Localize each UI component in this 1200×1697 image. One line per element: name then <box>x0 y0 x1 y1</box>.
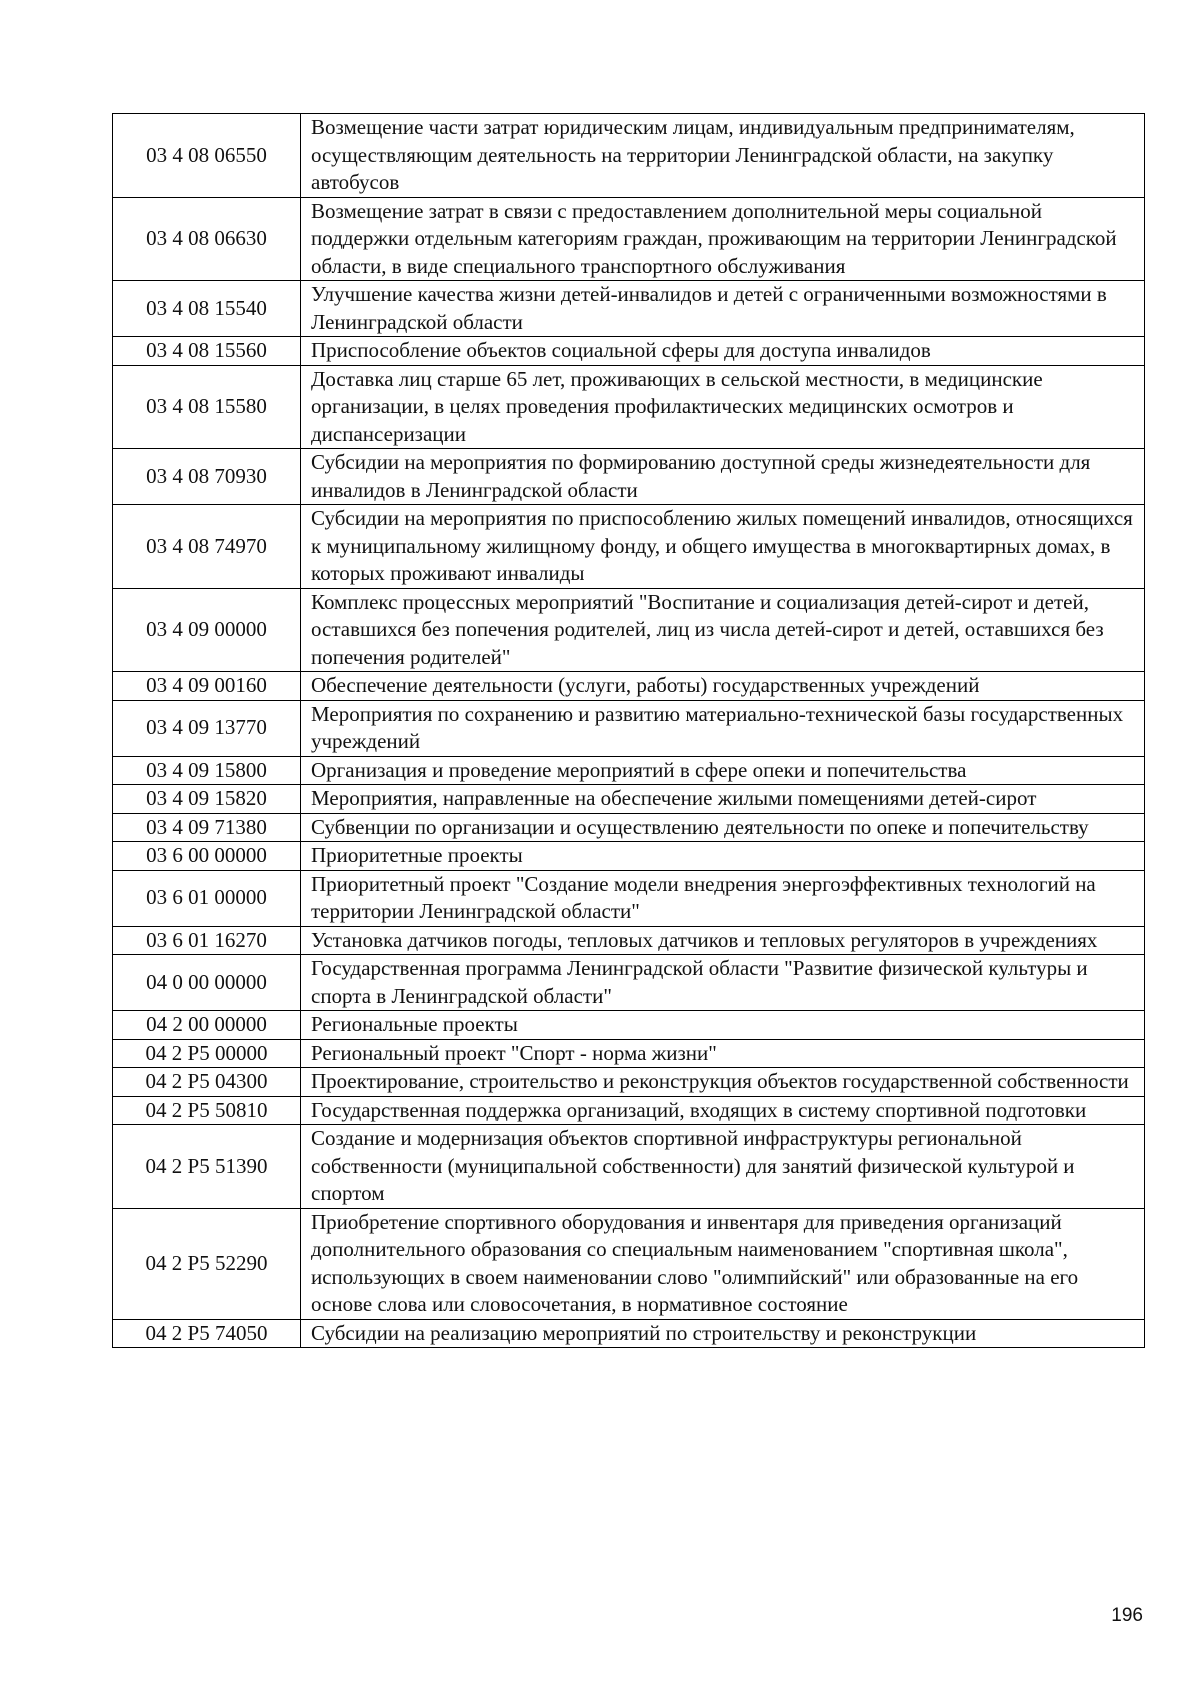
row-code: 04 2 P5 50810 <box>113 1096 301 1125</box>
row-description: Проектирование, строительство и реконструкция объектов государственной собственности <box>301 1068 1145 1097</box>
row-code: 04 2 P5 51390 <box>113 1125 301 1209</box>
table-row <box>113 926 1145 955</box>
row-description: Мероприятия, направленные на обеспечение жилыми помещениями детей-сирот <box>301 785 1145 814</box>
table-row <box>113 1208 1145 1319</box>
table-row <box>113 1125 1145 1209</box>
table-row <box>113 842 1145 871</box>
row-code: 04 2 P5 00000 <box>113 1039 301 1068</box>
table-row <box>113 1096 1145 1125</box>
row-description: Обеспечение деятельности (услуги, работы) государственных учреждений <box>301 672 1145 701</box>
row-description: Приоритетный проект "Создание модели внедрения энергоэффективных технологий на территории Ленинградской области" <box>301 870 1145 926</box>
row-code: 03 4 09 71380 <box>113 813 301 842</box>
row-code: 03 6 00 00000 <box>113 842 301 871</box>
table-row <box>113 1068 1145 1097</box>
row-description: Возмещение затрат в связи с предоставлением дополнительной меры социальной поддержки отдельным категориям граждан, проживающим на территории Ленинградской области, в виде специального транспортного обслуживания <box>301 197 1145 281</box>
row-code: 03 4 08 15540 <box>113 281 301 337</box>
row-code: 03 4 08 15560 <box>113 337 301 366</box>
row-description: Субвенции по организации и осуществлению деятельности по опеке и попечительству <box>301 813 1145 842</box>
table-row <box>113 955 1145 1011</box>
row-code: 03 4 09 00000 <box>113 588 301 672</box>
table-row <box>113 1011 1145 1040</box>
table-row <box>113 756 1145 785</box>
row-description: Установка датчиков погоды, тепловых датчиков и тепловых регуляторов в учреждениях <box>301 926 1145 955</box>
row-code: 04 2 P5 52290 <box>113 1208 301 1319</box>
row-description: Субсидии на реализацию мероприятий по строительству и реконструкции <box>301 1319 1145 1348</box>
row-code: 04 2 P5 74050 <box>113 1319 301 1348</box>
row-code: 03 4 08 70930 <box>113 449 301 505</box>
row-description: Доставка лиц старше 65 лет, проживающих в сельской местности, в медицинские организации, в целях проведения профилактических медицинских осмотров и диспансеризации <box>301 365 1145 449</box>
table-row <box>113 1039 1145 1068</box>
table-row <box>113 449 1145 505</box>
table-row <box>113 785 1145 814</box>
row-description: Региональные проекты <box>301 1011 1145 1040</box>
row-description: Приспособление объектов социальной сферы для доступа инвалидов <box>301 337 1145 366</box>
row-code: 03 6 01 16270 <box>113 926 301 955</box>
budget-code-table <box>112 113 1145 1348</box>
table-row <box>113 281 1145 337</box>
row-description: Субсидии на мероприятия по приспособлению жилых помещений инвалидов, относящихся к муниципальному жилищному фонду, и общего имущества в многоквартирных домах, в которых проживают инвалиды <box>301 505 1145 589</box>
table-row <box>113 197 1145 281</box>
row-code: 04 2 00 00000 <box>113 1011 301 1040</box>
row-description: Улучшение качества жизни детей-инвалидов и детей с ограниченными возможностями в Ленинградской области <box>301 281 1145 337</box>
row-code: 03 6 01 00000 <box>113 870 301 926</box>
table-row <box>113 505 1145 589</box>
table-row <box>113 672 1145 701</box>
table-row <box>113 700 1145 756</box>
table-row <box>113 365 1145 449</box>
table-row <box>113 337 1145 366</box>
row-code: 04 0 00 00000 <box>113 955 301 1011</box>
row-description: Организация и проведение мероприятий в сфере опеки и попечительства <box>301 756 1145 785</box>
table-row <box>113 1319 1145 1348</box>
row-code: 03 4 08 06550 <box>113 114 301 198</box>
row-code: 03 4 09 13770 <box>113 700 301 756</box>
row-code: 04 2 P5 04300 <box>113 1068 301 1097</box>
row-description: Мероприятия по сохранению и развитию материально-технической базы государственных учреждений <box>301 700 1145 756</box>
table-row <box>113 813 1145 842</box>
table-row <box>113 588 1145 672</box>
row-description: Государственная программа Ленинградской области "Развитие физической культуры и спорта в Ленинградской области" <box>301 955 1145 1011</box>
table-body <box>113 114 1145 1348</box>
table-row <box>113 114 1145 198</box>
row-code: 03 4 08 74970 <box>113 505 301 589</box>
row-description: Субсидии на мероприятия по формированию доступной среды жизнедеятельности для инвалидов в Ленинградской области <box>301 449 1145 505</box>
page-number: 196 <box>1111 1605 1143 1626</box>
row-description: Возмещение части затрат юридическим лицам, индивидуальным предпринимателям, осуществляющим деятельность на территории Ленинградской области, на закупку автобусов <box>301 114 1145 198</box>
row-code: 03 4 08 15580 <box>113 365 301 449</box>
row-description: Создание и модернизация объектов спортивной инфраструктуры региональной собственности (муниципальной собственности) для занятий физической культурой и спортом <box>301 1125 1145 1209</box>
row-code: 03 4 09 15800 <box>113 756 301 785</box>
row-description: Комплекс процессных мероприятий "Воспитание и социализация детей-сирот и детей, оставшихся без попечения родителей, лиц из числа детей-сирот и детей, оставшихся без попечения родителей" <box>301 588 1145 672</box>
row-code: 03 4 09 15820 <box>113 785 301 814</box>
table-row <box>113 870 1145 926</box>
row-code: 03 4 09 00160 <box>113 672 301 701</box>
row-description: Приоритетные проекты <box>301 842 1145 871</box>
row-description: Приобретение спортивного оборудования и инвентаря для приведения организаций дополнительного образования со специальным наименованием "спортивная школа", использующих в своем наименовании слово "олимпийский" или образованные на его основе слова или словосочетания, в нормативное состояние <box>301 1208 1145 1319</box>
row-code: 03 4 08 06630 <box>113 197 301 281</box>
row-description: Региональный проект "Спорт - норма жизни" <box>301 1039 1145 1068</box>
row-description: Государственная поддержка организаций, входящих в систему спортивной подготовки <box>301 1096 1145 1125</box>
